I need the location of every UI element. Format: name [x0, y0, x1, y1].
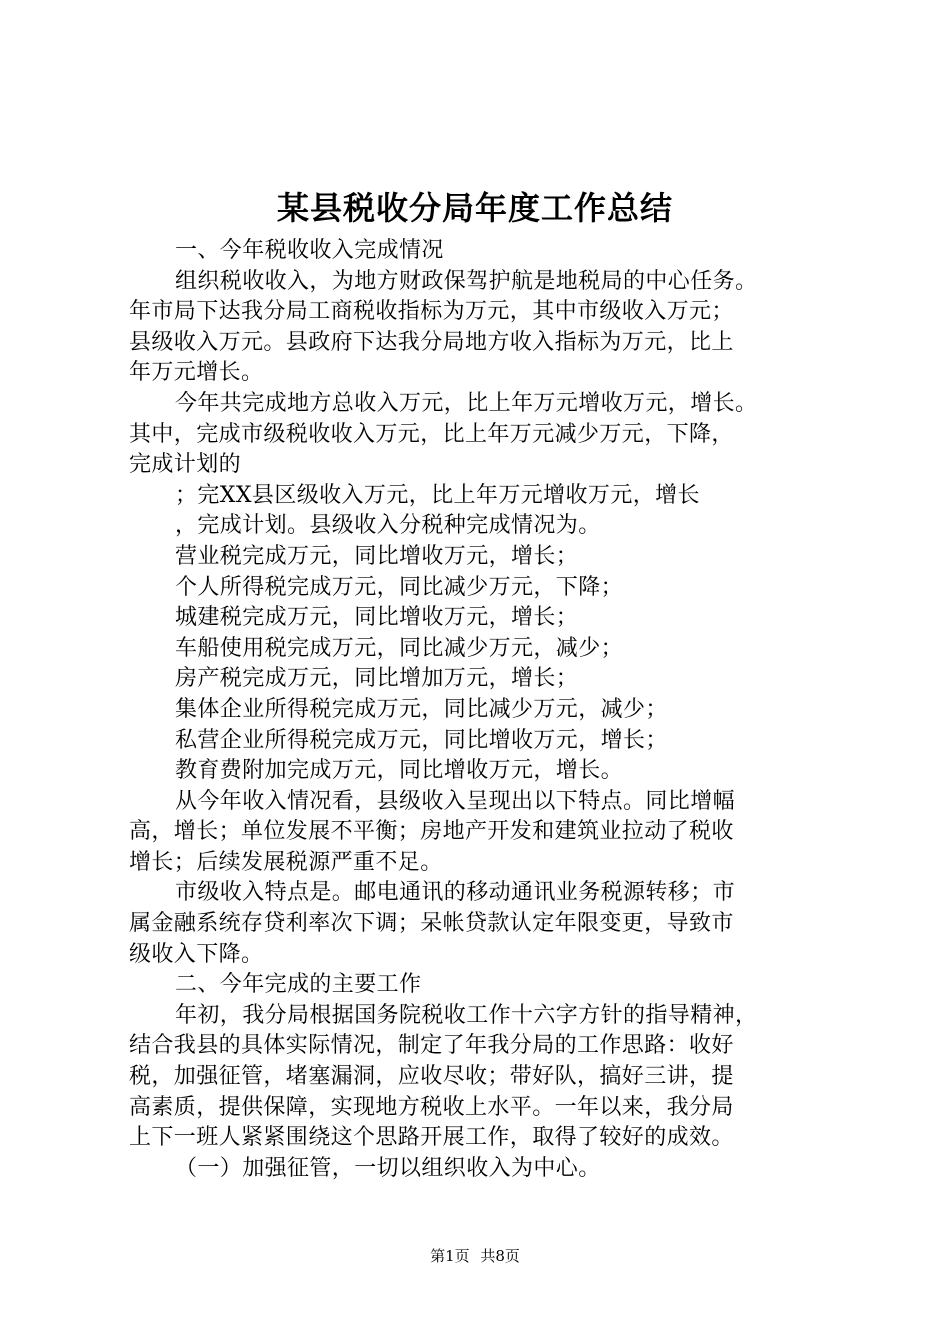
page-footer — [0, 1246, 950, 1266]
document-title: 某县税收分局年度工作总结 — [276, 189, 673, 227]
paragraph-line: 高，增长；单位发展不平衡；房地产开发和建筑业拉动了税收 — [129, 819, 734, 845]
paragraph-line: 今年共完成地方总收入万元，比上年万元增收万元，增长。 — [175, 390, 758, 416]
document-body — [129, 236, 829, 1184]
paragraph-line: 高素质，提供保障，实现地方税收上水平。一年以来，我分局 — [129, 1094, 734, 1120]
paragraph-line: 从今年收入情况看，县级收入呈现出以下特点。同比增幅 — [175, 788, 736, 814]
list-item: 房产税完成万元，同比增加万元，增长； — [175, 666, 579, 692]
list-item: 城建税完成万元，同比增收万元，增长； — [175, 605, 579, 631]
paragraph-line: 结合我县的具体实际情况，制定了年我分局的工作思路：收好 — [129, 1033, 734, 1059]
paragraph-line: 年万元增长。 — [129, 360, 264, 386]
paragraph-line: 年市局下达我分局工商税收指标为万元，其中市级收入万元； — [129, 299, 734, 325]
paragraph-line: 县级收入万元。县政府下达我分局地方收入指标为万元，比上 — [129, 329, 734, 355]
paragraph-line: 组织税收收入，为地方财政保驾护航是地税局的中心任务。 — [175, 268, 758, 294]
paragraph-line: 级收入下降。 — [129, 941, 264, 967]
list-item: 教育费附加完成万元，同比增收万元，增长。 — [175, 758, 624, 784]
section-heading: 二、今年完成的主要工作 — [175, 972, 422, 998]
paragraph-line: ，完成计划。县级收入分税种完成情况为。 — [175, 513, 601, 539]
page-number: 第1页 — [430, 1247, 470, 1265]
paragraph-line: 年初，我分局根据国务院税收工作十六字方针的指导精神， — [175, 1002, 758, 1028]
paragraph-line: 完成计划的 — [129, 452, 242, 478]
list-item: 营业税完成万元，同比增收万元，增长； — [175, 543, 579, 569]
page-total: 共8页 — [480, 1247, 520, 1265]
paragraph-line: 上下一班人紧紧围绕这个思路开展工作，取得了较好的成效。 — [129, 1125, 734, 1151]
list-item: 车船使用税完成万元，同比减少万元，减少； — [175, 635, 624, 661]
paragraph-line: 增长；后续发展税源严重不足。 — [129, 849, 443, 875]
paragraph-line: ；完XX县区级收入万元，比上年万元增收万元，增长 — [175, 482, 700, 508]
paragraph-line: 税，加强征管，堵塞漏洞，应收尽收；带好队，搞好三讲，提 — [129, 1064, 734, 1090]
paragraph-line: 属金融系统存贷利率次下调；呆帐贷款认定年限变更，导致市 — [129, 911, 734, 937]
paragraph-line: 市级收入特点是。邮电通讯的移动通讯业务税源转移；市 — [175, 880, 736, 906]
list-item: 私营企业所得税完成万元，同比增收万元，增长； — [175, 727, 668, 753]
subsection-heading: （一）加强征管，一切以组织收入为中心。 — [175, 1155, 601, 1181]
section-heading: 一、今年税收收入完成情况 — [175, 238, 444, 263]
list-item: 个人所得税完成万元，同比减少万元，下降； — [175, 574, 624, 600]
paragraph-line: 其中，完成市级税收收入万元，比上年万元减少万元，下降， — [129, 421, 734, 447]
list-item: 集体企业所得税完成万元，同比减少万元，减少； — [175, 696, 668, 722]
